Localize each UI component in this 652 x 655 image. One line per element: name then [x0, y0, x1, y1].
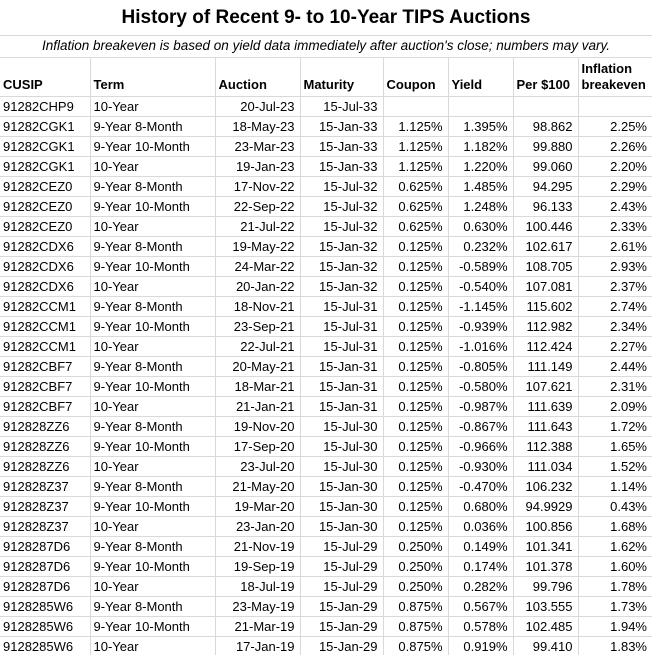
- page-title: History of Recent 9- to 10-Year TIPS Auctions: [0, 0, 652, 36]
- cell-per-100: 99.796: [513, 577, 578, 597]
- cell-cusip: 91282CBF7: [0, 377, 90, 397]
- column-header: Coupon: [383, 58, 448, 97]
- cell-maturity-date: 15-Jul-29: [300, 577, 383, 597]
- cell-maturity-date: 15-Jan-30: [300, 497, 383, 517]
- cell-auction-date: 24-Mar-22: [215, 257, 300, 277]
- cell-term: 10-Year: [90, 457, 215, 477]
- cell-cusip: 91282CDX6: [0, 277, 90, 297]
- cell-inflation-breakeven: 2.33%: [578, 217, 652, 237]
- cell-term: 9-Year 10-Month: [90, 437, 215, 457]
- cell-per-100: 100.446: [513, 217, 578, 237]
- cell-auction-date: 21-Jan-21: [215, 397, 300, 417]
- cell-per-100: 107.081: [513, 277, 578, 297]
- cell-term: 10-Year: [90, 337, 215, 357]
- cell-auction-date: 18-Jul-19: [215, 577, 300, 597]
- cell-cusip: 9128285W6: [0, 637, 90, 655]
- cell-maturity-date: 15-Jul-33: [300, 97, 383, 117]
- cell-yield: 1.182%: [448, 137, 513, 157]
- table-row: [0, 357, 652, 377]
- cell-inflation-breakeven: 2.34%: [578, 317, 652, 337]
- cell-yield: -0.540%: [448, 277, 513, 297]
- column-header: Per $100: [513, 58, 578, 97]
- cell-coupon: 0.125%: [383, 237, 448, 257]
- cell-auction-date: 17-Jan-19: [215, 637, 300, 655]
- cell-auction-date: 19-Sep-19: [215, 557, 300, 577]
- cell-maturity-date: 15-Jan-33: [300, 157, 383, 177]
- cell-term: 10-Year: [90, 97, 215, 117]
- cell-cusip: 91282CGK1: [0, 117, 90, 137]
- cell-auction-date: 23-Jan-20: [215, 517, 300, 537]
- cell-term: 9-Year 10-Month: [90, 317, 215, 337]
- cell-yield: 0.174%: [448, 557, 513, 577]
- table-row: [0, 637, 652, 655]
- cell-term: 9-Year 8-Month: [90, 477, 215, 497]
- cell-term: 9-Year 10-Month: [90, 557, 215, 577]
- cell-coupon: 0.875%: [383, 637, 448, 655]
- cell-auction-date: 17-Nov-22: [215, 177, 300, 197]
- cell-term: 9-Year 10-Month: [90, 497, 215, 517]
- cell-per-100: 94.9929: [513, 497, 578, 517]
- table-row: [0, 477, 652, 497]
- cell-term: 10-Year: [90, 517, 215, 537]
- cell-cusip: 9128287D6: [0, 577, 90, 597]
- cell-yield: 1.220%: [448, 157, 513, 177]
- cell-coupon: 0.125%: [383, 277, 448, 297]
- cell-maturity-date: 15-Jul-30: [300, 417, 383, 437]
- cell-inflation-breakeven: 1.14%: [578, 477, 652, 497]
- cell-yield: 0.680%: [448, 497, 513, 517]
- cell-auction-date: 19-May-22: [215, 237, 300, 257]
- cell-yield: 0.036%: [448, 517, 513, 537]
- cell-coupon: 0.875%: [383, 597, 448, 617]
- cell-auction-date: 22-Sep-22: [215, 197, 300, 217]
- cell-cusip: 91282CGK1: [0, 157, 90, 177]
- cell-per-100: 112.424: [513, 337, 578, 357]
- table-row: [0, 177, 652, 197]
- cell-inflation-breakeven: 2.29%: [578, 177, 652, 197]
- cell-yield: -0.589%: [448, 257, 513, 277]
- cell-per-100: 101.378: [513, 557, 578, 577]
- cell-coupon: 0.125%: [383, 457, 448, 477]
- cell-coupon: 1.125%: [383, 137, 448, 157]
- cell-coupon: 0.125%: [383, 297, 448, 317]
- cell-coupon: 0.125%: [383, 437, 448, 457]
- cell-maturity-date: 15-Jan-29: [300, 617, 383, 637]
- cell-term: 10-Year: [90, 577, 215, 597]
- cell-cusip: 912828Z37: [0, 497, 90, 517]
- cell-auction-date: 19-Jan-23: [215, 157, 300, 177]
- cell-yield: [448, 97, 513, 117]
- cell-auction-date: 18-Mar-21: [215, 377, 300, 397]
- cell-cusip: 9128285W6: [0, 597, 90, 617]
- cell-auction-date: 18-May-23: [215, 117, 300, 137]
- cell-yield: 0.282%: [448, 577, 513, 597]
- cell-yield: -1.016%: [448, 337, 513, 357]
- cell-maturity-date: 15-Jan-32: [300, 257, 383, 277]
- cell-per-100: 94.295: [513, 177, 578, 197]
- cell-yield: 0.567%: [448, 597, 513, 617]
- cell-yield: -0.580%: [448, 377, 513, 397]
- cell-maturity-date: 15-Jan-31: [300, 397, 383, 417]
- cell-yield: 1.395%: [448, 117, 513, 137]
- cell-per-100: 99.410: [513, 637, 578, 655]
- cell-term: 9-Year 8-Month: [90, 177, 215, 197]
- cell-auction-date: 19-Mar-20: [215, 497, 300, 517]
- cell-coupon: 0.125%: [383, 397, 448, 417]
- cell-cusip: 91282CGK1: [0, 137, 90, 157]
- cell-cusip: 91282CEZ0: [0, 197, 90, 217]
- cell-coupon: 0.125%: [383, 337, 448, 357]
- cell-yield: -0.987%: [448, 397, 513, 417]
- cell-inflation-breakeven: 1.94%: [578, 617, 652, 637]
- table-row: [0, 337, 652, 357]
- cell-yield: 0.149%: [448, 537, 513, 557]
- cell-yield: -0.930%: [448, 457, 513, 477]
- cell-term: 9-Year 8-Month: [90, 417, 215, 437]
- table-row: [0, 537, 652, 557]
- cell-cusip: 91282CDX6: [0, 237, 90, 257]
- cell-inflation-breakeven: 2.37%: [578, 277, 652, 297]
- cell-coupon: 0.125%: [383, 477, 448, 497]
- header-row: [0, 58, 652, 97]
- column-header: Auction: [215, 58, 300, 97]
- cell-cusip: 9128287D6: [0, 537, 90, 557]
- cell-term: 9-Year 8-Month: [90, 357, 215, 377]
- cell-cusip: 91282CCM1: [0, 297, 90, 317]
- cell-inflation-breakeven: 2.27%: [578, 337, 652, 357]
- cell-per-100: 112.982: [513, 317, 578, 337]
- cell-yield: -0.805%: [448, 357, 513, 377]
- cell-inflation-breakeven: 2.61%: [578, 237, 652, 257]
- cell-cusip: 91282CHP9: [0, 97, 90, 117]
- cell-maturity-date: 15-Jan-32: [300, 237, 383, 257]
- cell-term: 10-Year: [90, 637, 215, 655]
- cell-term: 9-Year 8-Month: [90, 537, 215, 557]
- cell-per-100: 106.232: [513, 477, 578, 497]
- cell-term: 10-Year: [90, 157, 215, 177]
- cell-term: 9-Year 10-Month: [90, 377, 215, 397]
- cell-term: 9-Year 8-Month: [90, 597, 215, 617]
- cell-yield: -0.966%: [448, 437, 513, 457]
- cell-auction-date: 23-May-19: [215, 597, 300, 617]
- cell-maturity-date: 15-Jul-30: [300, 457, 383, 477]
- cell-auction-date: 17-Sep-20: [215, 437, 300, 457]
- cell-inflation-breakeven: 2.44%: [578, 357, 652, 377]
- table-row: [0, 257, 652, 277]
- cell-yield: 0.630%: [448, 217, 513, 237]
- cell-per-100: 99.060: [513, 157, 578, 177]
- cell-per-100: 100.856: [513, 517, 578, 537]
- table-row: [0, 117, 652, 137]
- cell-coupon: [383, 97, 448, 117]
- cell-yield: -0.939%: [448, 317, 513, 337]
- cell-inflation-breakeven: 2.74%: [578, 297, 652, 317]
- cell-auction-date: 20-Jul-23: [215, 97, 300, 117]
- cell-inflation-breakeven: 2.09%: [578, 397, 652, 417]
- cell-term: 10-Year: [90, 277, 215, 297]
- cell-cusip: 91282CDX6: [0, 257, 90, 277]
- cell-maturity-date: 15-Jul-29: [300, 537, 383, 557]
- cell-per-100: 112.388: [513, 437, 578, 457]
- cell-per-100: 101.341: [513, 537, 578, 557]
- cell-inflation-breakeven: 2.25%: [578, 117, 652, 137]
- cell-inflation-breakeven: 2.26%: [578, 137, 652, 157]
- column-header: Term: [90, 58, 215, 97]
- table-row: [0, 137, 652, 157]
- cell-maturity-date: 15-Jan-31: [300, 357, 383, 377]
- cell-per-100: 98.862: [513, 117, 578, 137]
- cell-auction-date: 20-May-21: [215, 357, 300, 377]
- cell-cusip: 912828Z37: [0, 517, 90, 537]
- cell-maturity-date: 15-Jan-33: [300, 137, 383, 157]
- cell-per-100: 111.034: [513, 457, 578, 477]
- cell-inflation-breakeven: 1.72%: [578, 417, 652, 437]
- cell-cusip: 912828Z37: [0, 477, 90, 497]
- cell-maturity-date: 15-Jul-31: [300, 297, 383, 317]
- table-row: [0, 297, 652, 317]
- cell-cusip: 91282CBF7: [0, 397, 90, 417]
- table-body: [0, 97, 652, 655]
- cell-auction-date: 18-Nov-21: [215, 297, 300, 317]
- table-row: [0, 617, 652, 637]
- table-row: [0, 557, 652, 577]
- table-row: [0, 197, 652, 217]
- cell-coupon: 0.625%: [383, 197, 448, 217]
- cell-inflation-breakeven: 1.78%: [578, 577, 652, 597]
- cell-maturity-date: 15-Jul-29: [300, 557, 383, 577]
- cell-coupon: 0.250%: [383, 557, 448, 577]
- cell-inflation-breakeven: 2.31%: [578, 377, 652, 397]
- cell-inflation-breakeven: 1.62%: [578, 537, 652, 557]
- cell-term: 9-Year 10-Month: [90, 197, 215, 217]
- cell-coupon: 0.125%: [383, 317, 448, 337]
- cell-yield: -0.867%: [448, 417, 513, 437]
- cell-cusip: 9128287D6: [0, 557, 90, 577]
- cell-coupon: 0.125%: [383, 357, 448, 377]
- cell-maturity-date: 15-Jul-31: [300, 317, 383, 337]
- tips-auctions-table: [0, 58, 652, 655]
- cell-term: 9-Year 8-Month: [90, 117, 215, 137]
- column-header: Yield: [448, 58, 513, 97]
- cell-cusip: 9128285W6: [0, 617, 90, 637]
- cell-maturity-date: 15-Jul-32: [300, 197, 383, 217]
- cell-term: 9-Year 10-Month: [90, 617, 215, 637]
- cell-per-100: 103.555: [513, 597, 578, 617]
- cell-auction-date: 21-May-20: [215, 477, 300, 497]
- cell-inflation-breakeven: [578, 97, 652, 117]
- cell-coupon: 0.250%: [383, 537, 448, 557]
- table-row: [0, 577, 652, 597]
- cell-term: 9-Year 10-Month: [90, 137, 215, 157]
- cell-term: 9-Year 8-Month: [90, 297, 215, 317]
- table-row: [0, 497, 652, 517]
- table-row: [0, 97, 652, 117]
- table-row: [0, 517, 652, 537]
- table-row: [0, 377, 652, 397]
- cell-per-100: 96.133: [513, 197, 578, 217]
- cell-yield: 0.919%: [448, 637, 513, 655]
- cell-per-100: 111.149: [513, 357, 578, 377]
- cell-auction-date: 21-Nov-19: [215, 537, 300, 557]
- cell-per-100: 99.880: [513, 137, 578, 157]
- cell-yield: 1.485%: [448, 177, 513, 197]
- cell-coupon: 0.125%: [383, 517, 448, 537]
- cell-maturity-date: 15-Jul-30: [300, 437, 383, 457]
- cell-yield: 0.232%: [448, 237, 513, 257]
- cell-per-100: 108.705: [513, 257, 578, 277]
- cell-per-100: 115.602: [513, 297, 578, 317]
- cell-cusip: 91282CEZ0: [0, 217, 90, 237]
- cell-maturity-date: 15-Jan-29: [300, 597, 383, 617]
- cell-inflation-breakeven: 1.60%: [578, 557, 652, 577]
- cell-inflation-breakeven: 2.20%: [578, 157, 652, 177]
- cell-inflation-breakeven: 0.43%: [578, 497, 652, 517]
- cell-auction-date: 19-Nov-20: [215, 417, 300, 437]
- column-header: CUSIP: [0, 58, 90, 97]
- cell-maturity-date: 15-Jan-32: [300, 277, 383, 297]
- table-row: [0, 597, 652, 617]
- cell-per-100: 102.485: [513, 617, 578, 637]
- cell-maturity-date: 15-Jan-33: [300, 117, 383, 137]
- cell-per-100: 111.639: [513, 397, 578, 417]
- cell-cusip: 912828ZZ6: [0, 457, 90, 477]
- cell-auction-date: 21-Mar-19: [215, 617, 300, 637]
- cell-inflation-breakeven: 1.73%: [578, 597, 652, 617]
- cell-cusip: 912828ZZ6: [0, 437, 90, 457]
- cell-coupon: 0.250%: [383, 577, 448, 597]
- table-row: [0, 317, 652, 337]
- cell-maturity-date: 15-Jul-32: [300, 177, 383, 197]
- table-row: [0, 417, 652, 437]
- cell-term: 10-Year: [90, 217, 215, 237]
- cell-yield: 0.578%: [448, 617, 513, 637]
- table-row: [0, 457, 652, 477]
- cell-inflation-breakeven: 1.83%: [578, 637, 652, 655]
- table-row: [0, 437, 652, 457]
- table-row: [0, 277, 652, 297]
- cell-auction-date: 23-Jul-20: [215, 457, 300, 477]
- cell-yield: 1.248%: [448, 197, 513, 217]
- cell-cusip: 91282CEZ0: [0, 177, 90, 197]
- page-subtitle: Inflation breakeven is based on yield data immediately after auction's close; numbers may vary.: [0, 36, 652, 58]
- cell-maturity-date: 15-Jul-32: [300, 217, 383, 237]
- cell-cusip: 912828ZZ6: [0, 417, 90, 437]
- cell-per-100: 102.617: [513, 237, 578, 257]
- cell-maturity-date: 15-Jul-31: [300, 337, 383, 357]
- cell-coupon: 0.875%: [383, 617, 448, 637]
- cell-coupon: 0.125%: [383, 257, 448, 277]
- cell-term: 10-Year: [90, 397, 215, 417]
- cell-term: 9-Year 8-Month: [90, 237, 215, 257]
- cell-yield: -0.470%: [448, 477, 513, 497]
- cell-coupon: 1.125%: [383, 117, 448, 137]
- cell-per-100: [513, 97, 578, 117]
- table-row: [0, 237, 652, 257]
- cell-auction-date: 23-Sep-21: [215, 317, 300, 337]
- cell-cusip: 91282CBF7: [0, 357, 90, 377]
- cell-yield: -1.145%: [448, 297, 513, 317]
- column-header: Maturity: [300, 58, 383, 97]
- cell-auction-date: 22-Jul-21: [215, 337, 300, 357]
- cell-coupon: 0.125%: [383, 377, 448, 397]
- cell-maturity-date: 15-Jan-31: [300, 377, 383, 397]
- cell-inflation-breakeven: 1.68%: [578, 517, 652, 537]
- table-row: [0, 157, 652, 177]
- cell-maturity-date: 15-Jan-30: [300, 517, 383, 537]
- cell-coupon: 0.125%: [383, 417, 448, 437]
- cell-maturity-date: 15-Jan-29: [300, 637, 383, 655]
- cell-per-100: 107.621: [513, 377, 578, 397]
- cell-inflation-breakeven: 2.43%: [578, 197, 652, 217]
- cell-auction-date: 20-Jan-22: [215, 277, 300, 297]
- table-row: [0, 217, 652, 237]
- cell-coupon: 0.625%: [383, 177, 448, 197]
- cell-inflation-breakeven: 1.65%: [578, 437, 652, 457]
- cell-auction-date: 23-Mar-23: [215, 137, 300, 157]
- cell-inflation-breakeven: 2.93%: [578, 257, 652, 277]
- cell-inflation-breakeven: 1.52%: [578, 457, 652, 477]
- cell-auction-date: 21-Jul-22: [215, 217, 300, 237]
- cell-cusip: 91282CCM1: [0, 317, 90, 337]
- cell-coupon: 0.125%: [383, 497, 448, 517]
- column-header: Inflation breakeven: [581, 61, 646, 92]
- cell-maturity-date: 15-Jan-30: [300, 477, 383, 497]
- table-row: [0, 397, 652, 417]
- cell-coupon: 0.625%: [383, 217, 448, 237]
- cell-term: 9-Year 10-Month: [90, 257, 215, 277]
- cell-cusip: 91282CCM1: [0, 337, 90, 357]
- cell-coupon: 1.125%: [383, 157, 448, 177]
- cell-per-100: 111.643: [513, 417, 578, 437]
